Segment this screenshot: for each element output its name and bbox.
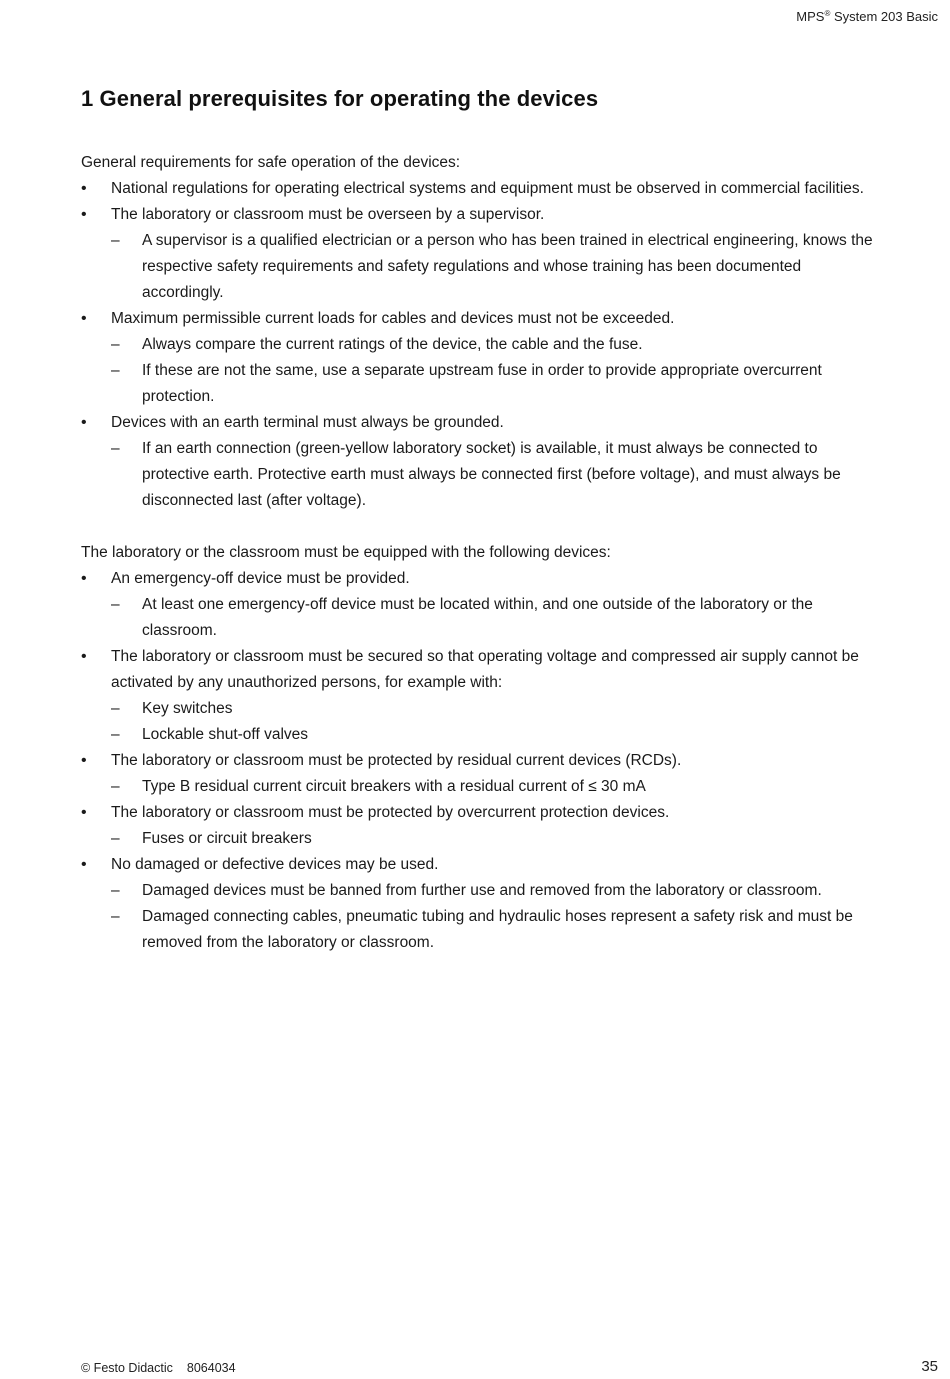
running-header — [796, 9, 938, 24]
sub-list — [111, 592, 881, 644]
section2-intro: The laboratory or the classroom must be equipped with the following devices: — [81, 544, 611, 561]
document-body — [81, 150, 881, 956]
page-title: 1 General prerequisites for operating the devices — [81, 86, 599, 111]
bullet-item — [81, 800, 881, 852]
sub-list — [111, 696, 881, 748]
bullet-item — [81, 410, 881, 514]
bullet-text: The laboratory or classroom must be secured so that operating voltage and compressed air supply cannot be activated by any unauthorized persons, for example with: — [111, 648, 859, 691]
registered-trademark: ® — [824, 9, 831, 18]
section2-bullet-list — [81, 566, 881, 956]
bullet-text: Maximum permissible current loads for cables and devices must not be exceeded. — [111, 310, 675, 327]
bullet-item — [81, 644, 881, 748]
section1-intro: General requirements for safe operation of the devices: — [81, 154, 461, 171]
sub-item: – Type B residual current circuit breakers with a residual current of ≤ 30 mA — [111, 774, 881, 800]
bullet-item — [81, 566, 881, 644]
bullet-item — [81, 748, 881, 800]
product-name-prefix: MPS — [796, 9, 825, 24]
product-name-suffix: System 203 Basic — [830, 9, 938, 24]
sub-list — [111, 878, 881, 956]
bullet-item — [81, 202, 881, 306]
sub-item: – A supervisor is a qualified electrician or a person who has been trained in electrical engineering, knows the respective safety requirements and safety regulations and whose training has been documented accordingly. — [111, 228, 881, 306]
sub-item: – Key switches — [111, 696, 881, 722]
sub-item: – If an earth connection (green-yellow laboratory socket) is available, it must always be connected to protective earth. Protective earth must always be connected first (before voltage), and must always be disconnected last (after voltage). — [111, 436, 881, 514]
bullet-text: National regulations for operating electrical systems and equipment must be observed in commercial facilities. — [111, 180, 864, 197]
sub-item: – If these are not the same, use a separate upstream fuse in order to provide appropriate overcurrent protection. — [111, 358, 881, 410]
sub-item: – Lockable shut-off valves — [111, 722, 881, 748]
sub-item: – Fuses or circuit breakers — [111, 826, 881, 852]
sub-item: – Always compare the current ratings of the device, the cable and the fuse. — [111, 332, 881, 358]
footer-info — [81, 1361, 236, 1375]
bullet-item — [81, 176, 881, 202]
sub-item: – Damaged connecting cables, pneumatic tubing and hydraulic hoses represent a safety risk and must be removed from the laboratory or classroom. — [111, 904, 881, 956]
sub-list — [111, 436, 881, 514]
section-spacer — [81, 514, 881, 540]
bullet-text: The laboratory or classroom must be overseen by a supervisor. — [111, 206, 545, 223]
document-number: 8064034 — [186, 1361, 236, 1375]
section1-bullet-list — [81, 176, 881, 514]
bullet-text: The laboratory or classroom must be protected by overcurrent protection devices. — [111, 804, 670, 821]
copyright-text: © Festo Didactic — [81, 1361, 173, 1375]
sub-item: – At least one emergency-off device must be located within, and one outside of the laboratory or the classroom. — [111, 592, 881, 644]
bullet-text: Devices with an earth terminal must always be grounded. — [111, 414, 504, 431]
sub-list — [111, 228, 881, 306]
bullet-text: An emergency-off device must be provided. — [111, 570, 410, 587]
sub-list — [111, 774, 881, 800]
bullet-text: The laboratory or classroom must be protected by residual current devices (RCDs). — [111, 752, 682, 769]
sub-list — [111, 332, 881, 410]
bullet-item — [81, 852, 881, 956]
page-number: 35 — [921, 1358, 938, 1375]
sub-list — [111, 826, 881, 852]
sub-item: – Damaged devices must be banned from further use and removed from the laboratory or classroom. — [111, 878, 881, 904]
bullet-text: No damaged or defective devices may be used. — [111, 856, 439, 873]
bullet-item — [81, 306, 881, 410]
